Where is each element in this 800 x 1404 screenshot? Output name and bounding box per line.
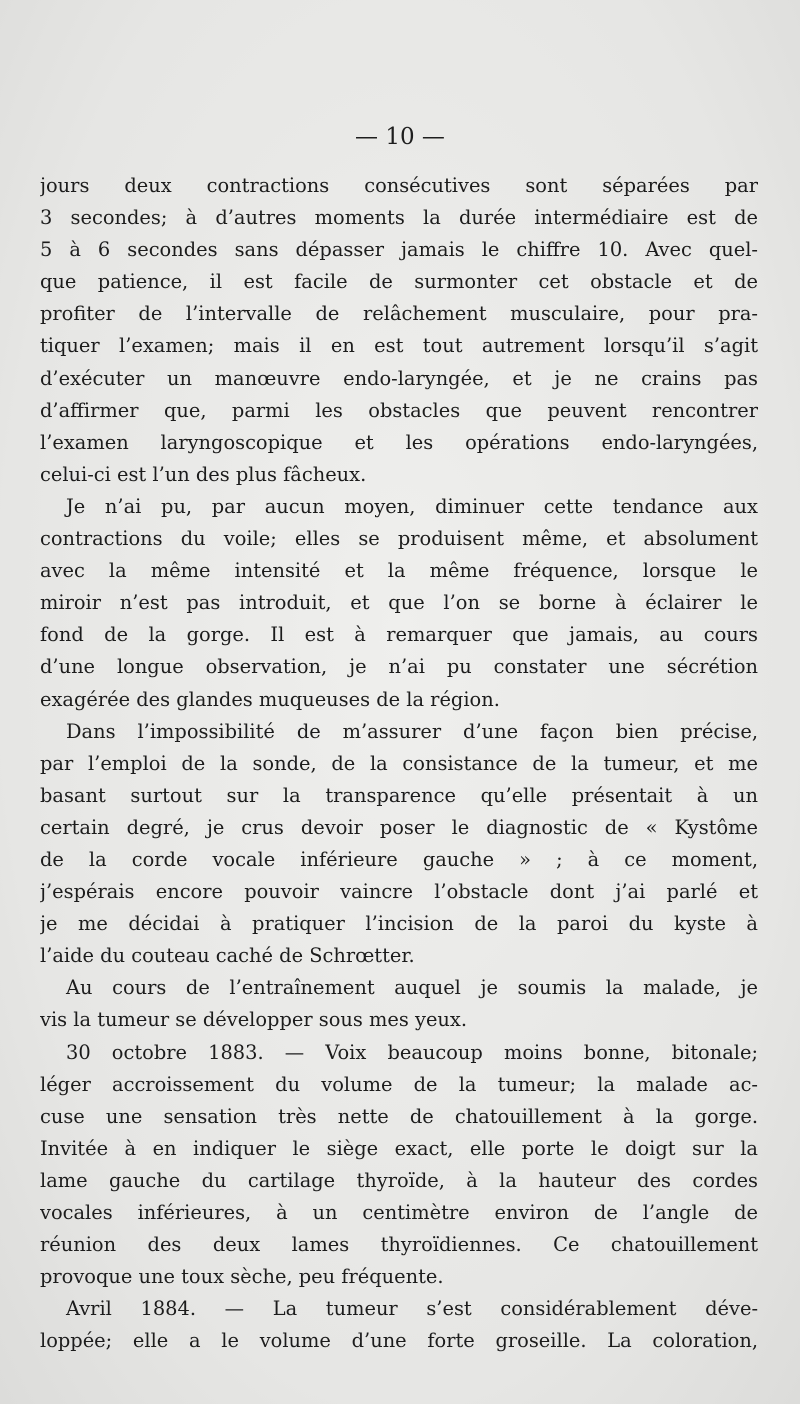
text-line: miroir n’est pas introduit, et que l’on se borne à éclairer le	[40, 591, 758, 615]
text-line: j’espérais encore pouvoir vaincre l’obstacle dont j’ai parlé et	[40, 880, 758, 904]
text-line: 5 à 6 secondes sans dépasser jamais le chiffre 10. Avec quel-	[40, 238, 758, 262]
text-line: réunion des deux lames thyroïdiennes. Ce chatouillement	[40, 1233, 758, 1257]
text-line: léger accroissement du volume de la tumeur; la malade ac-	[40, 1072, 758, 1096]
text-line: 3 secondes; à d’autres moments la durée intermédiaire est de	[40, 206, 758, 230]
text-line: 30 octobre 1883. — Voix beaucoup moins bonne, bitonale;	[66, 1040, 758, 1064]
text-line: vis la tumeur se développer sous mes yeux.	[40, 1008, 468, 1032]
text-line: cuse une sensation très nette de chatouillement à la gorge.	[40, 1104, 758, 1128]
text-line: tiquer l’examen; mais il en est tout autrement lorsqu’il s’agit	[40, 334, 758, 358]
text-line: que patience, il est facile de surmonter cet obstacle et de	[40, 270, 758, 294]
text-line: certain degré, je crus devoir poser le diagnostic de « Kystôme	[40, 815, 758, 839]
text-line: d’affirmer que, parmi les obstacles que peuvent rencontrer	[40, 398, 758, 422]
text-line: basant surtout sur la transparence qu’elle présentait à un	[40, 783, 758, 807]
page-number: — 10 —	[355, 124, 445, 150]
text-line: je me décidai à pratiquer l’incision de la paroi du kyste à	[40, 912, 758, 936]
text-line: avec la même intensité et la même fréquence, lorsque le	[40, 559, 758, 583]
text-line: exagérée des glandes muqueuses de la région.	[40, 687, 500, 711]
text-line: Dans l’impossibilité de m’assurer d’une façon bien précise,	[66, 719, 758, 743]
text-line: d’exécuter un manœuvre endo-laryngée, et je ne crains pas	[40, 366, 758, 390]
text-line: contractions du voile; elles se produisent même, et absolument	[40, 527, 758, 551]
text-line: Avril 1884. — La tumeur s’est considérablement déve-	[66, 1297, 758, 1321]
text-line: Je n’ai pu, par aucun moyen, diminuer cette tendance aux	[66, 494, 758, 518]
text-line: Invitée à en indiquer le siège exact, elle porte le doigt sur la	[40, 1136, 758, 1160]
text-line: de la corde vocale inférieure gauche » ; à ce moment,	[40, 847, 758, 871]
text-line: lame gauche du cartilage thyroïde, à la hauteur des cordes	[40, 1168, 758, 1192]
text-line: jours deux contractions consécutives sont séparées par	[40, 174, 758, 197]
text-line: fond de la gorge. Il est à remarquer que jamais, au cours	[40, 623, 758, 647]
text-line: loppée; elle a le volume d’une forte groseille. La coloration,	[40, 1329, 758, 1353]
text-line: provoque une toux sèche, peu fréquente.	[40, 1265, 444, 1289]
text-line: Au cours de l’entraînement auquel je soumis la malade, je	[66, 976, 758, 1000]
body-text	[40, 170, 758, 1357]
text-line: vocales inférieures, à un centimètre environ de l’angle de	[40, 1201, 758, 1224]
text-line: d’une longue observation, je n’ai pu constater une sécrétion	[40, 655, 758, 679]
text-line: l’aide du couteau caché de Schrœtter.	[40, 944, 415, 968]
text-line: par l’emploi de la sonde, de la consistance de la tumeur, et me	[40, 751, 758, 775]
text-line: l’examen laryngoscopique et les opérations endo-laryngées,	[40, 430, 758, 454]
text-line: profiter de l’intervalle de relâchement musculaire, pour pra-	[40, 302, 758, 326]
text-line: celui-ci est l’un des plus fâcheux.	[40, 462, 367, 486]
